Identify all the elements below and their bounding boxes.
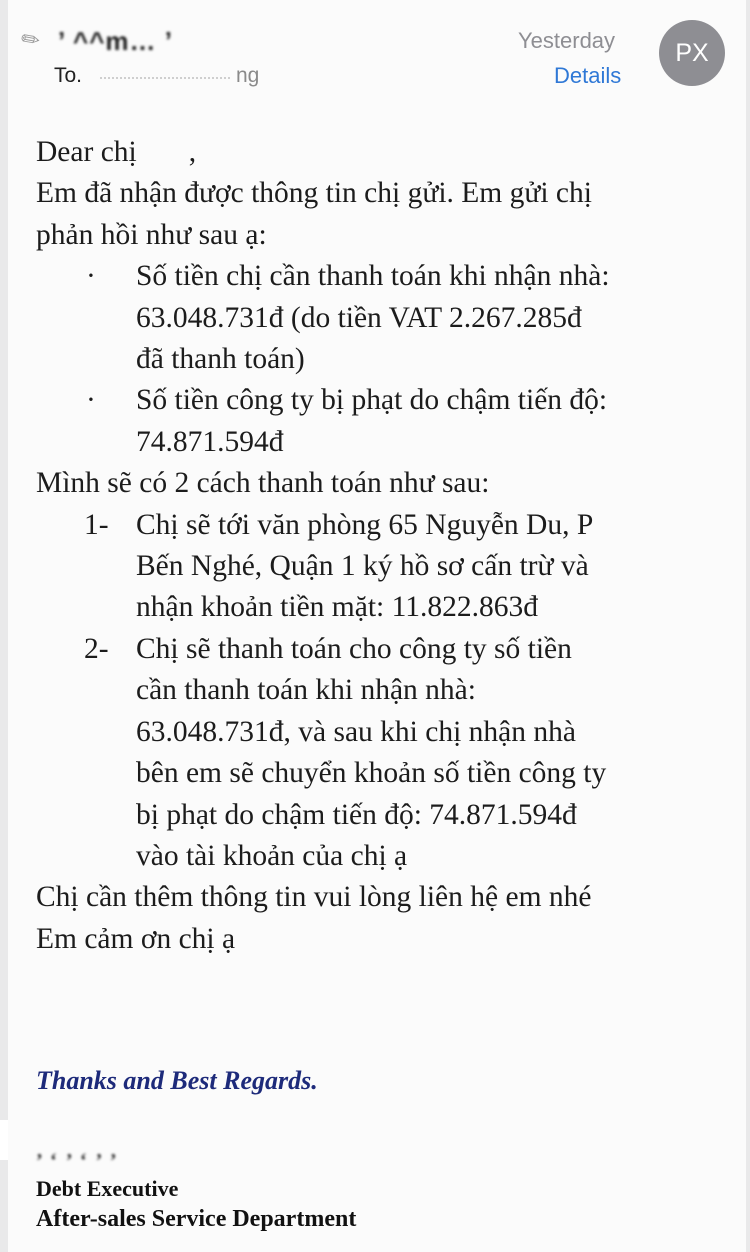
bullet-icon: · <box>86 260 96 293</box>
option-line: Chị sẽ tới văn phòng 65 Nguyễn Du, P <box>136 508 594 541</box>
signoff: Thanks and Best Regards. <box>36 1066 318 1095</box>
bullet-line: Số tiền công ty bị phạt do chậm tiến độ: <box>136 384 608 417</box>
sender-name: ’ ^^m… ’ <box>58 26 173 56</box>
bullet-item <box>36 380 726 463</box>
email-header <box>8 0 746 112</box>
option-line: nhận khoản tiền mặt: 11.822.863đ <box>136 591 539 624</box>
option-line: Chị sẽ thanh toán cho công ty số tiền <box>136 632 572 665</box>
intro-line: Em đã nhận được thông tin chị gửi. Em gửi chị <box>36 177 592 210</box>
intro-line: phản hồi như sau ạ: <box>36 218 267 251</box>
signature-title: Debt Executive <box>36 1176 179 1201</box>
bullet-icon: · <box>86 384 96 417</box>
greeting-line: Dear chị , <box>36 136 197 168</box>
sender-avatar[interactable]: PX <box>659 20 725 86</box>
bullet-line: Số tiền chị cần thanh toán khi nhận nhà: <box>136 260 610 293</box>
option-number: 2- <box>84 632 109 665</box>
bullet-line: 63.048.731đ (do tiền VAT 2.267.285đ <box>136 301 582 334</box>
bullet-line: 74.871.594đ <box>136 425 284 458</box>
closing-line: Chị cần thêm thông tin vui lòng liên hệ em nhé <box>36 881 592 914</box>
option-item <box>36 629 726 877</box>
recipient-name: ng <box>100 64 259 88</box>
option-line: bên em sẽ chuyển khoản số tiền công ty <box>136 757 607 790</box>
option-item <box>36 505 726 629</box>
option-number: 1- <box>84 508 109 541</box>
email-sheet <box>8 0 746 1252</box>
option-line: 63.048.731đ, và sau khi chị nhận nhà <box>136 715 576 748</box>
details-link[interactable]: Details <box>554 63 622 88</box>
bullet-item <box>36 256 726 380</box>
closing-line: Em cảm ơn chị ạ <box>36 922 236 955</box>
to-label: To. <box>54 64 83 87</box>
attachment-icon: ✎ <box>16 24 46 57</box>
option-line: Bến Nghé, Quận 1 ký hồ sơ cấn trừ và <box>136 550 589 583</box>
options-intro: Mình sẽ có 2 cách thanh toán như sau: <box>36 467 490 500</box>
bullet-line: đã thanh toán) <box>136 343 305 376</box>
signature-name: ’ ‘ ’ ‘ ’ ’ <box>36 1150 119 1172</box>
option-line: bị phạt do chậm tiến độ: 74.871.594đ <box>136 798 577 831</box>
option-line: cần thanh toán khi nhận nhà: <box>136 674 476 707</box>
signature-department: After-sales Service Department <box>36 1206 357 1232</box>
edge-strip <box>0 1120 8 1160</box>
redacted-recipient <box>100 73 230 79</box>
option-line: vào tài khoản của chị ạ <box>136 839 408 872</box>
received-date: Yesterday <box>518 28 616 53</box>
email-body <box>36 132 726 960</box>
